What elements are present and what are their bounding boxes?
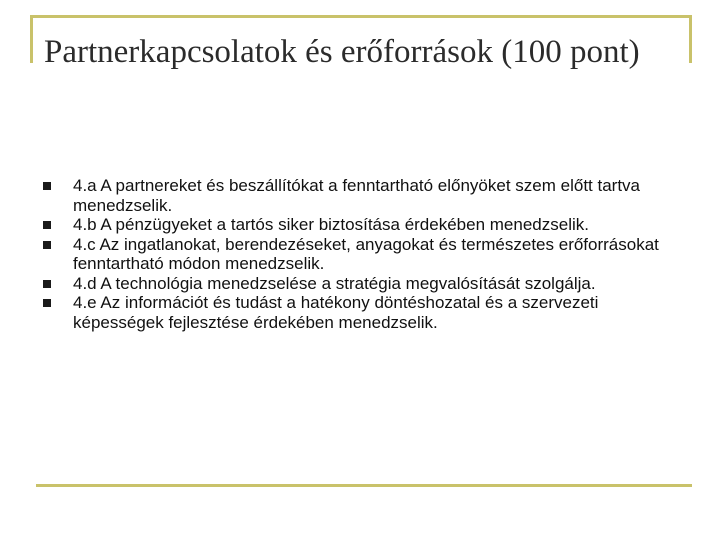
- square-bullet-icon: [43, 299, 51, 307]
- frame-right-rule: [689, 15, 692, 63]
- square-bullet-icon: [43, 241, 51, 249]
- frame-top-rule: [30, 15, 692, 18]
- frame-left-rule: [30, 15, 33, 63]
- bullet-item-4c: [42, 235, 692, 274]
- square-bullet-icon: [43, 182, 51, 190]
- square-bullet-icon: [43, 221, 51, 229]
- frame-bottom-rule: [36, 484, 692, 487]
- bullet-list: [42, 176, 692, 332]
- bullet-item-4e: [42, 293, 692, 332]
- bullet-text: 4.c Az ingatlanokat, berendezéseket, anyagokat és természetes erőforrásokat fenntartható módon menedzselik.: [73, 234, 659, 273]
- bullet-item-4d: [42, 274, 692, 294]
- square-bullet-icon: [43, 280, 51, 288]
- bullet-text: 4.b A pénzügyeket a tartós siker biztosítása érdekében menedzselik.: [73, 215, 589, 234]
- slide-title: Partnerkapcsolatok és erőforrások (100 pont): [44, 34, 640, 70]
- bullet-text: 4.a A partnereket és beszállítókat a fenntartható előnyöket szem előtt tartva menedzselik.: [73, 176, 641, 215]
- bullet-text: 4.d A technológia menedzselése a stratégia megvalósítását szolgálja.: [73, 273, 596, 293]
- bullet-item-4b: [42, 215, 692, 235]
- bullet-text: 4.e Az információt és tudást a hatékony döntéshozatal és a szervezeti képességek fejlesztése érdekében menedzselik.: [73, 293, 599, 332]
- bullet-item-4a: [42, 176, 692, 215]
